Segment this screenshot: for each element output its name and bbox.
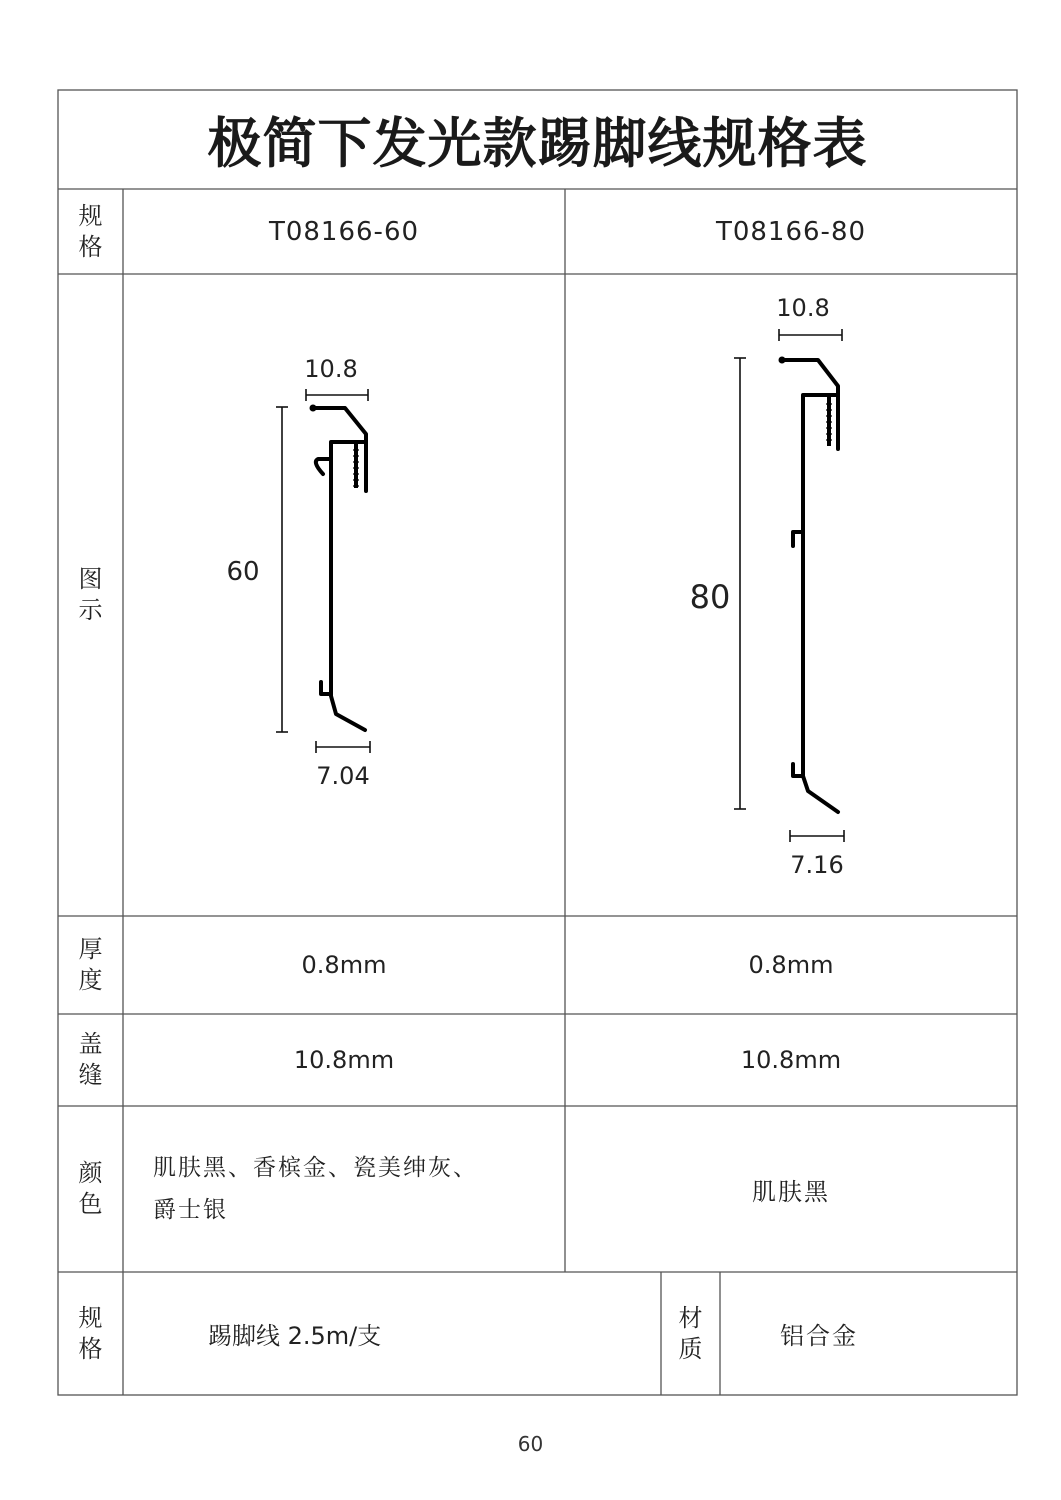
- thickness-right: 0.8mm: [748, 951, 834, 979]
- thickness-left: 0.8mm: [301, 951, 387, 979]
- page-number: 60: [517, 1432, 544, 1456]
- length-spec: 踢脚线 2.5m/支: [208, 1322, 382, 1350]
- row-label-spec-length: 规 格: [78, 1303, 103, 1363]
- dim-height-80: 80: [689, 578, 731, 616]
- colors-left-line2: 爵士银: [153, 1197, 228, 1223]
- dim-height-60: 60: [226, 557, 260, 587]
- model-left: T08166-60: [268, 216, 420, 247]
- row-label-material: 材 质: [678, 1303, 703, 1363]
- row-label-gap: 盖 缝: [78, 1030, 103, 1089]
- row-label-color: 颜 色: [78, 1159, 103, 1218]
- profile-diagram-80: [565, 274, 1017, 916]
- dim-top-width-60: 10.8: [304, 355, 358, 383]
- colors-left-line1: 肌肤黑、香槟金、瓷美绅灰、: [153, 1155, 478, 1181]
- row-label-thickness: 厚 度: [78, 935, 103, 994]
- row-label-diagram: 图 示: [78, 565, 103, 624]
- page-title: 极简下发光款踢脚线规格表: [207, 112, 868, 175]
- dim-top-width-80: 10.8: [776, 294, 830, 322]
- colors-left: [123, 1106, 565, 1272]
- gap-right: 10.8mm: [740, 1046, 842, 1074]
- gap-left: 10.8mm: [293, 1046, 395, 1074]
- row-label-spec: 规 格: [78, 201, 103, 261]
- profile-diagram-60: [123, 274, 565, 916]
- colors-right: 肌肤黑: [752, 1177, 830, 1206]
- dim-bottom-width-60: 7.04: [316, 762, 370, 790]
- dim-bottom-width-80: 7.16: [790, 851, 844, 879]
- material-value: 铝合金: [780, 1322, 858, 1350]
- model-right: T08166-80: [715, 216, 867, 247]
